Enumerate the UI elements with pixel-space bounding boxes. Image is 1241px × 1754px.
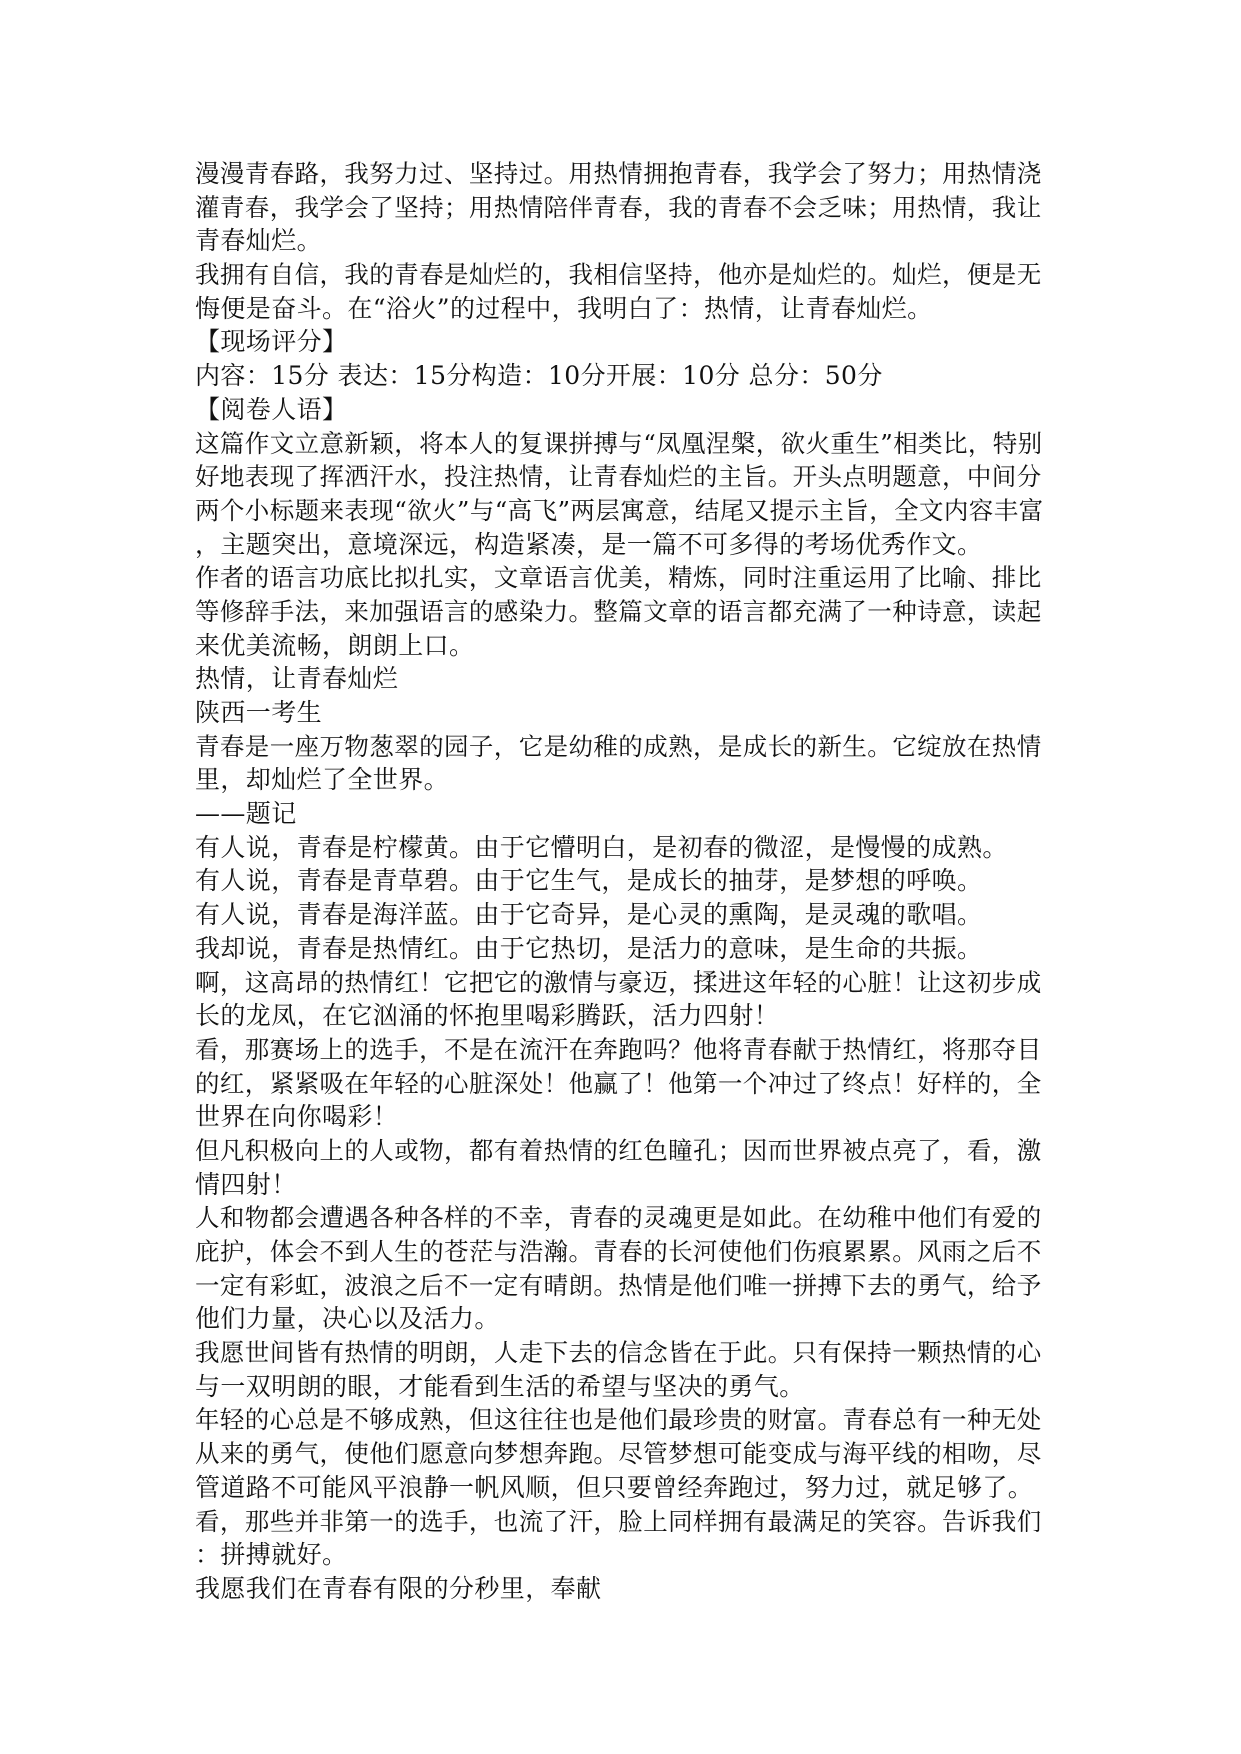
text-line: 庇护，体会不到人生的苍茫与浩瀚。青春的长河使他们伤痕累累。风雨之后不 [195, 1237, 1042, 1266]
text-line: 年轻的心总是不够成熟，但这往往也是他们最珍贵的财富。青春总有一种无处 [195, 1405, 1042, 1435]
text-line: 看，那赛场上的选手，不是在流汗在奔跑吗？他将青春献于热情红，将那夺目 [195, 1034, 1042, 1064]
text-line: 管道路不可能风平浪静一帆风顺，但只要曾经奔跑过，努力过，就足够了。 [195, 1472, 1034, 1502]
text-line: 我愿世间皆有热情的明朗，人走下去的信念皆在于此。只有保持一颗热情的心 [195, 1338, 1042, 1368]
text-line: 灌青春，我学会了坚持；用热情陪伴青春，我的青春不会乏味；用热情，我让 [195, 192, 1042, 222]
text-line: 看，那些并非第一的选手，也流了汗，脸上同样拥有最满足的笑容。告诉我们 [195, 1506, 1042, 1536]
text-line: 等修辞手法，来加强语言的感染力。整篇文章的语言都充满了一种诗意，读起 [195, 596, 1042, 626]
text-line: 有人说，青春是柠檬黄。由于它懵明白，是初春的微涩，是慢慢的成熟。 [195, 832, 1008, 862]
text-line: 情四射！ [195, 1169, 297, 1199]
text-line: 与一双明朗的眼，才能看到生活的希望与坚决的勇气。 [195, 1371, 805, 1401]
text-line: 他们力量，决心以及活力。 [195, 1304, 500, 1334]
text-line: 我却说，青春是热情红。由于它热切，是活力的意味，是生命的共振。 [195, 933, 983, 963]
text-line: 漫漫青春路，我努力过、坚持过。用热情拥抱青春，我学会了努力；用热情浇 [195, 159, 1042, 188]
text-line: ——题记 [195, 799, 297, 829]
text-line: 内容：15分 表达：15分构造：10分开展：10分 总分：50分 [195, 361, 883, 391]
text-line: 这篇作文立意新颖，将本人的复课拼搏与“凤凰涅槃，欲火重生”相类比，特别 [195, 428, 1043, 458]
text-line: 我拥有自信，我的青春是灿烂的，我相信坚持，他亦是灿烂的。灿烂，便是无 [195, 260, 1042, 290]
text-line: 啊，这高昂的热情红！它把它的激情与豪迈，揉进这年轻的心脏！让这初步成 [195, 967, 1042, 997]
text-line: 世界在向你喝彩！ [195, 1102, 399, 1132]
text-line: 的红，紧紧吸在年轻的心脏深处！他赢了！他第一个冲过了终点！好样的，全 [195, 1068, 1042, 1098]
text-line: 从来的勇气，使他们愿意向梦想奔跑。尽管梦想可能变成与海平线的相吻，尽 [195, 1439, 1042, 1469]
text-line: 我愿我们在青春有限的分秒里，奉献 [195, 1573, 602, 1603]
text-line: 来优美流畅，朗朗上口。 [195, 630, 475, 660]
text-line: 热情，让青春灿烂 [195, 664, 399, 694]
text-line: 青春灿烂。 [195, 226, 323, 256]
text-line: 人和物都会遭遇各种各样的不幸，青春的灵魂更是如此。在幼稚中他们有爱的 [195, 1203, 1042, 1233]
text-line: 悔便是奋斗。在“浴火”的过程中，我明白了：热情，让青春灿烂。 [195, 293, 933, 323]
text-line: 【阅卷人语】 [195, 394, 348, 424]
text-line: ，主题突出，意境深远，构造紧凑，是一篇不可多得的考场优秀作文。 [195, 529, 983, 559]
text-line: 但凡积极向上的人或物，都有着热情的红色瞳孔；因而世界被点亮了，看，激 [195, 1135, 1042, 1165]
text-line: 有人说，青春是海洋蓝。由于它奇异，是心灵的熏陶，是灵魂的歌唱。 [195, 900, 983, 930]
text-line: 作者的语言功底比拟扎实，文章语言优美，精炼，同时注重运用了比喻、排比 [195, 563, 1042, 593]
text-line: 【现场评分】 [195, 327, 348, 357]
text-line: ：拼搏就好。 [195, 1540, 348, 1570]
text-line: 好地表现了挥洒汗水，投注热情，让青春灿烂的主旨。开头点明题意，中间分 [195, 462, 1042, 492]
document-body [195, 157, 1050, 1606]
text-line: 有人说，青春是青草碧。由于它生气，是成长的抽芽，是梦想的呼唤。 [195, 866, 983, 896]
text-line: 青春是一座万物葱翠的园子，它是幼稚的成熟，是成长的新生。它绽放在热情 [195, 731, 1042, 761]
text-line: 陕西一考生 [195, 698, 323, 727]
text-line: 里，却灿烂了全世界。 [195, 765, 450, 795]
text-line: 长的龙凤，在它汹涌的怀抱里喝彩腾跃，活力四射！ [195, 1001, 780, 1031]
text-line: 两个小标题来表现“欲火”与“高飞”两层寓意，结尾又提示主旨，全文内容丰富 [195, 495, 1044, 525]
text-line: 一定有彩虹，波浪之后不一定有晴朗。热情是他们唯一拼搏下去的勇气，给予 [195, 1270, 1042, 1300]
